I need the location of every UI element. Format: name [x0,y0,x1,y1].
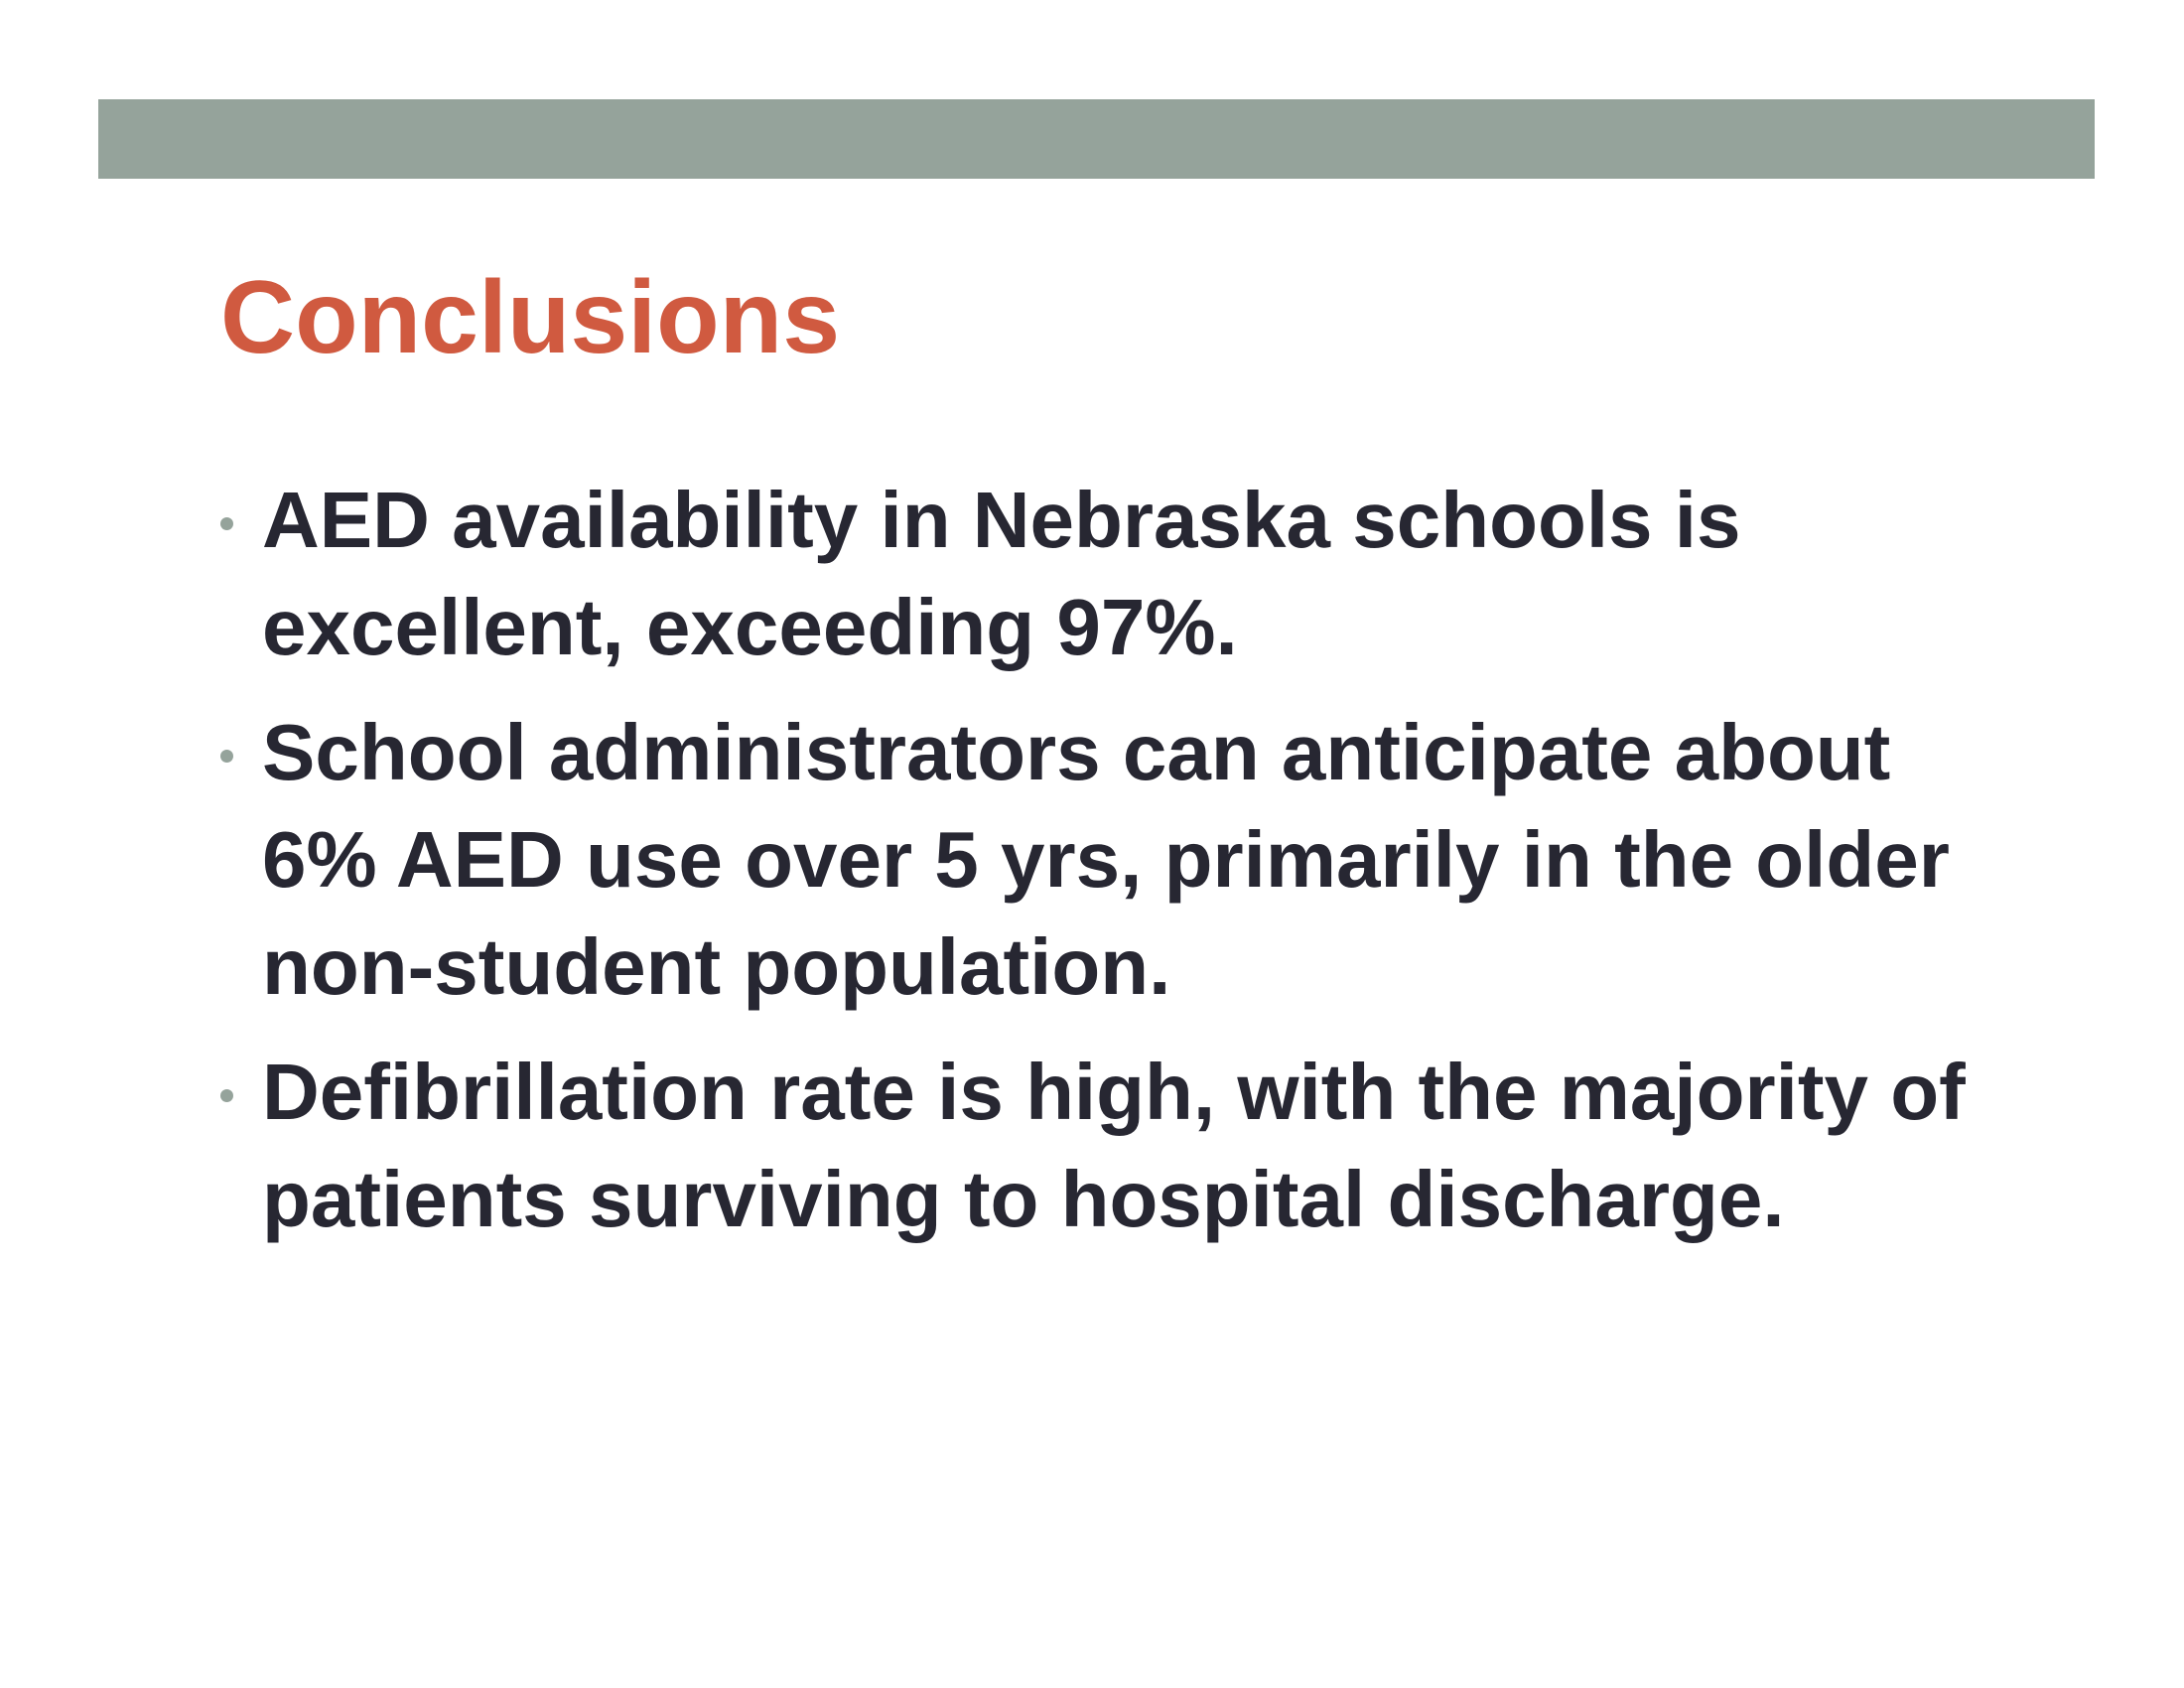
bullet-dot-icon [220,517,233,530]
header-accent-bar [98,99,2095,179]
bullet-dot-icon [220,750,233,763]
slide-title: Conclusions [220,260,841,375]
bullet-item [220,1039,2027,1253]
bullet-text: Defibrillation rate is high, with the majority of patients surviving to hospital discharge. [262,1048,1966,1243]
bullet-text: School administrators can anticipate about 6% AED use over 5 yrs, primarily in the older non-student population. [262,708,1950,1011]
bullet-text: AED availability in Nebraska schools is excellent, exceeding 97%. [262,476,1741,671]
bullet-dot-icon [220,1089,233,1102]
bullet-list [220,467,2027,1271]
bullet-item [220,699,2027,1021]
bullet-item [220,467,2027,681]
